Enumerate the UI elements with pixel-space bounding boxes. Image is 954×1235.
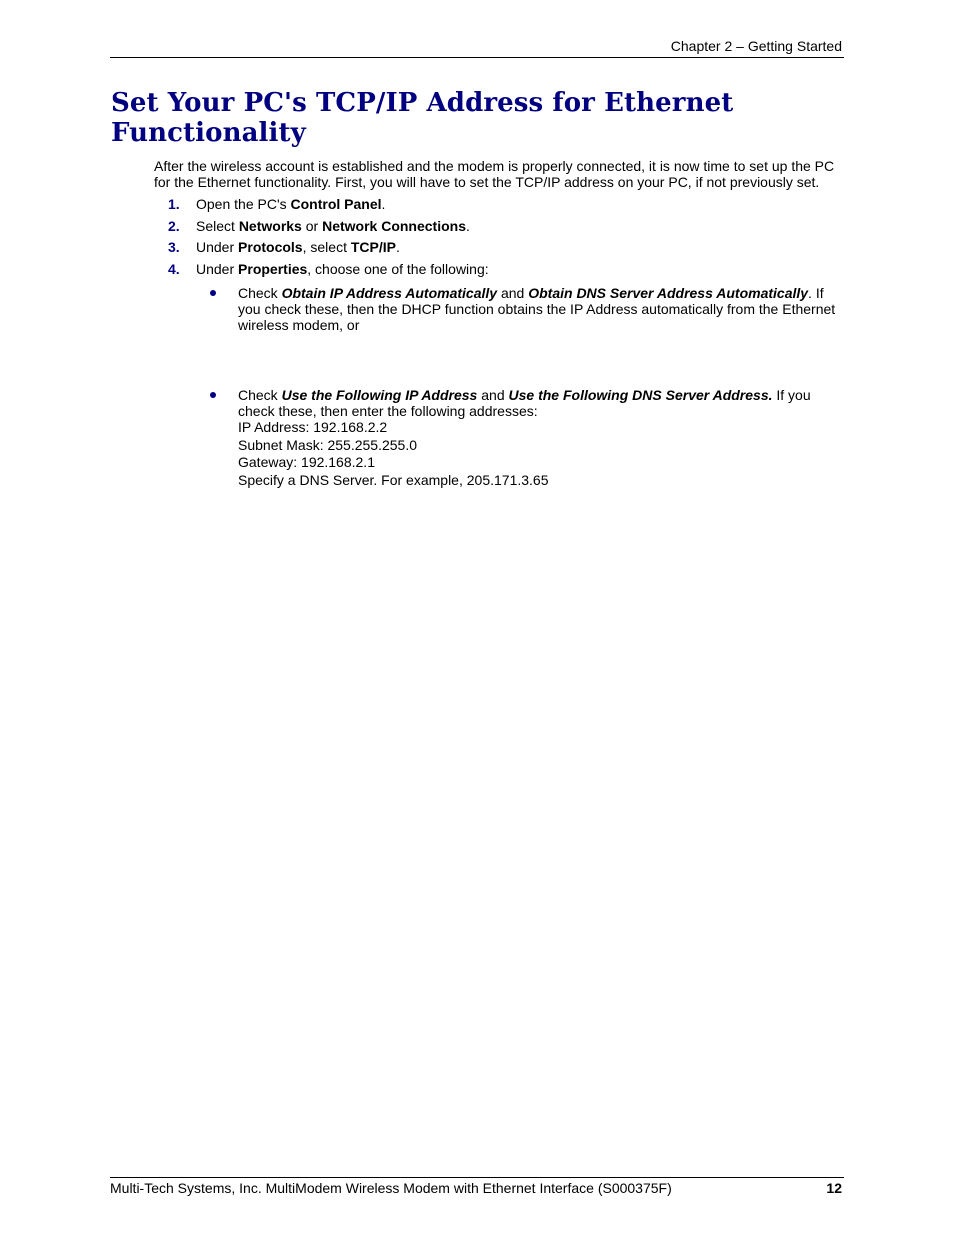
bullet-item [208, 285, 844, 333]
bullet-dot-icon [210, 290, 216, 296]
step-item [166, 196, 385, 212]
step-text: Under Protocols, select TCP/IP. [196, 239, 400, 255]
footer-text: Multi-Tech Systems, Inc. MultiModem Wireless Modem with Ethernet Interface (S000375F) [110, 1180, 672, 1196]
bullet-text: Check Obtain IP Address Automatically and Obtain DNS Server Address Automatically. If you check these, then the DHCP function obtains the IP Address automatically from the Ethernet wireless modem, or [238, 285, 836, 333]
step-number: 4. [168, 261, 180, 277]
step-item [166, 261, 489, 277]
subnet-mask-line: Subnet Mask: 255.255.255.0 [238, 436, 418, 453]
page-number: 12 [826, 1180, 842, 1196]
step-text: Under Properties, choose one of the following: [196, 261, 489, 277]
step-text: Select Networks or Network Connections. [196, 218, 470, 234]
footer-rule [110, 1177, 844, 1178]
section-title: Set Your PC's TCP/IP Address for Ethernet Functionality [111, 88, 734, 148]
intro-paragraph: After the wireless account is established and the modem is properly connected, it is now time to set up the PC for the Ethernet functionality. First, you will have to set the TCP/IP address on your PC, if not previously set. [154, 158, 835, 190]
step-number: 2. [168, 218, 180, 234]
step-number: 1. [168, 196, 180, 212]
ip-address-line: IP Address: 192.168.2.2 [238, 419, 388, 435]
step-number: 3. [168, 239, 180, 255]
header-rule [110, 57, 844, 58]
step-item [166, 218, 470, 234]
running-header: Chapter 2 – Getting Started [670, 38, 842, 54]
gateway-line: Gateway: 192.168.2.1 [238, 454, 375, 470]
bullet-dot-icon [210, 392, 216, 398]
bullet-text: Check Use the Following IP Address and Use the Following DNS Server Address. If you check these, then enter the following addresses: IP Address: 192.168.2.2 Subnet Mask: 255.255.255.0 Gateway: 192.168.2.1 Specify a DNS Server. For example, 205.171.3.65 [238, 387, 844, 489]
step-item [166, 239, 400, 255]
step-text: Open the PC's Control Panel. [196, 196, 386, 212]
dns-server-line: Specify a DNS Server. For example, 205.171.3.65 [238, 471, 549, 488]
bullet-item [208, 387, 844, 489]
